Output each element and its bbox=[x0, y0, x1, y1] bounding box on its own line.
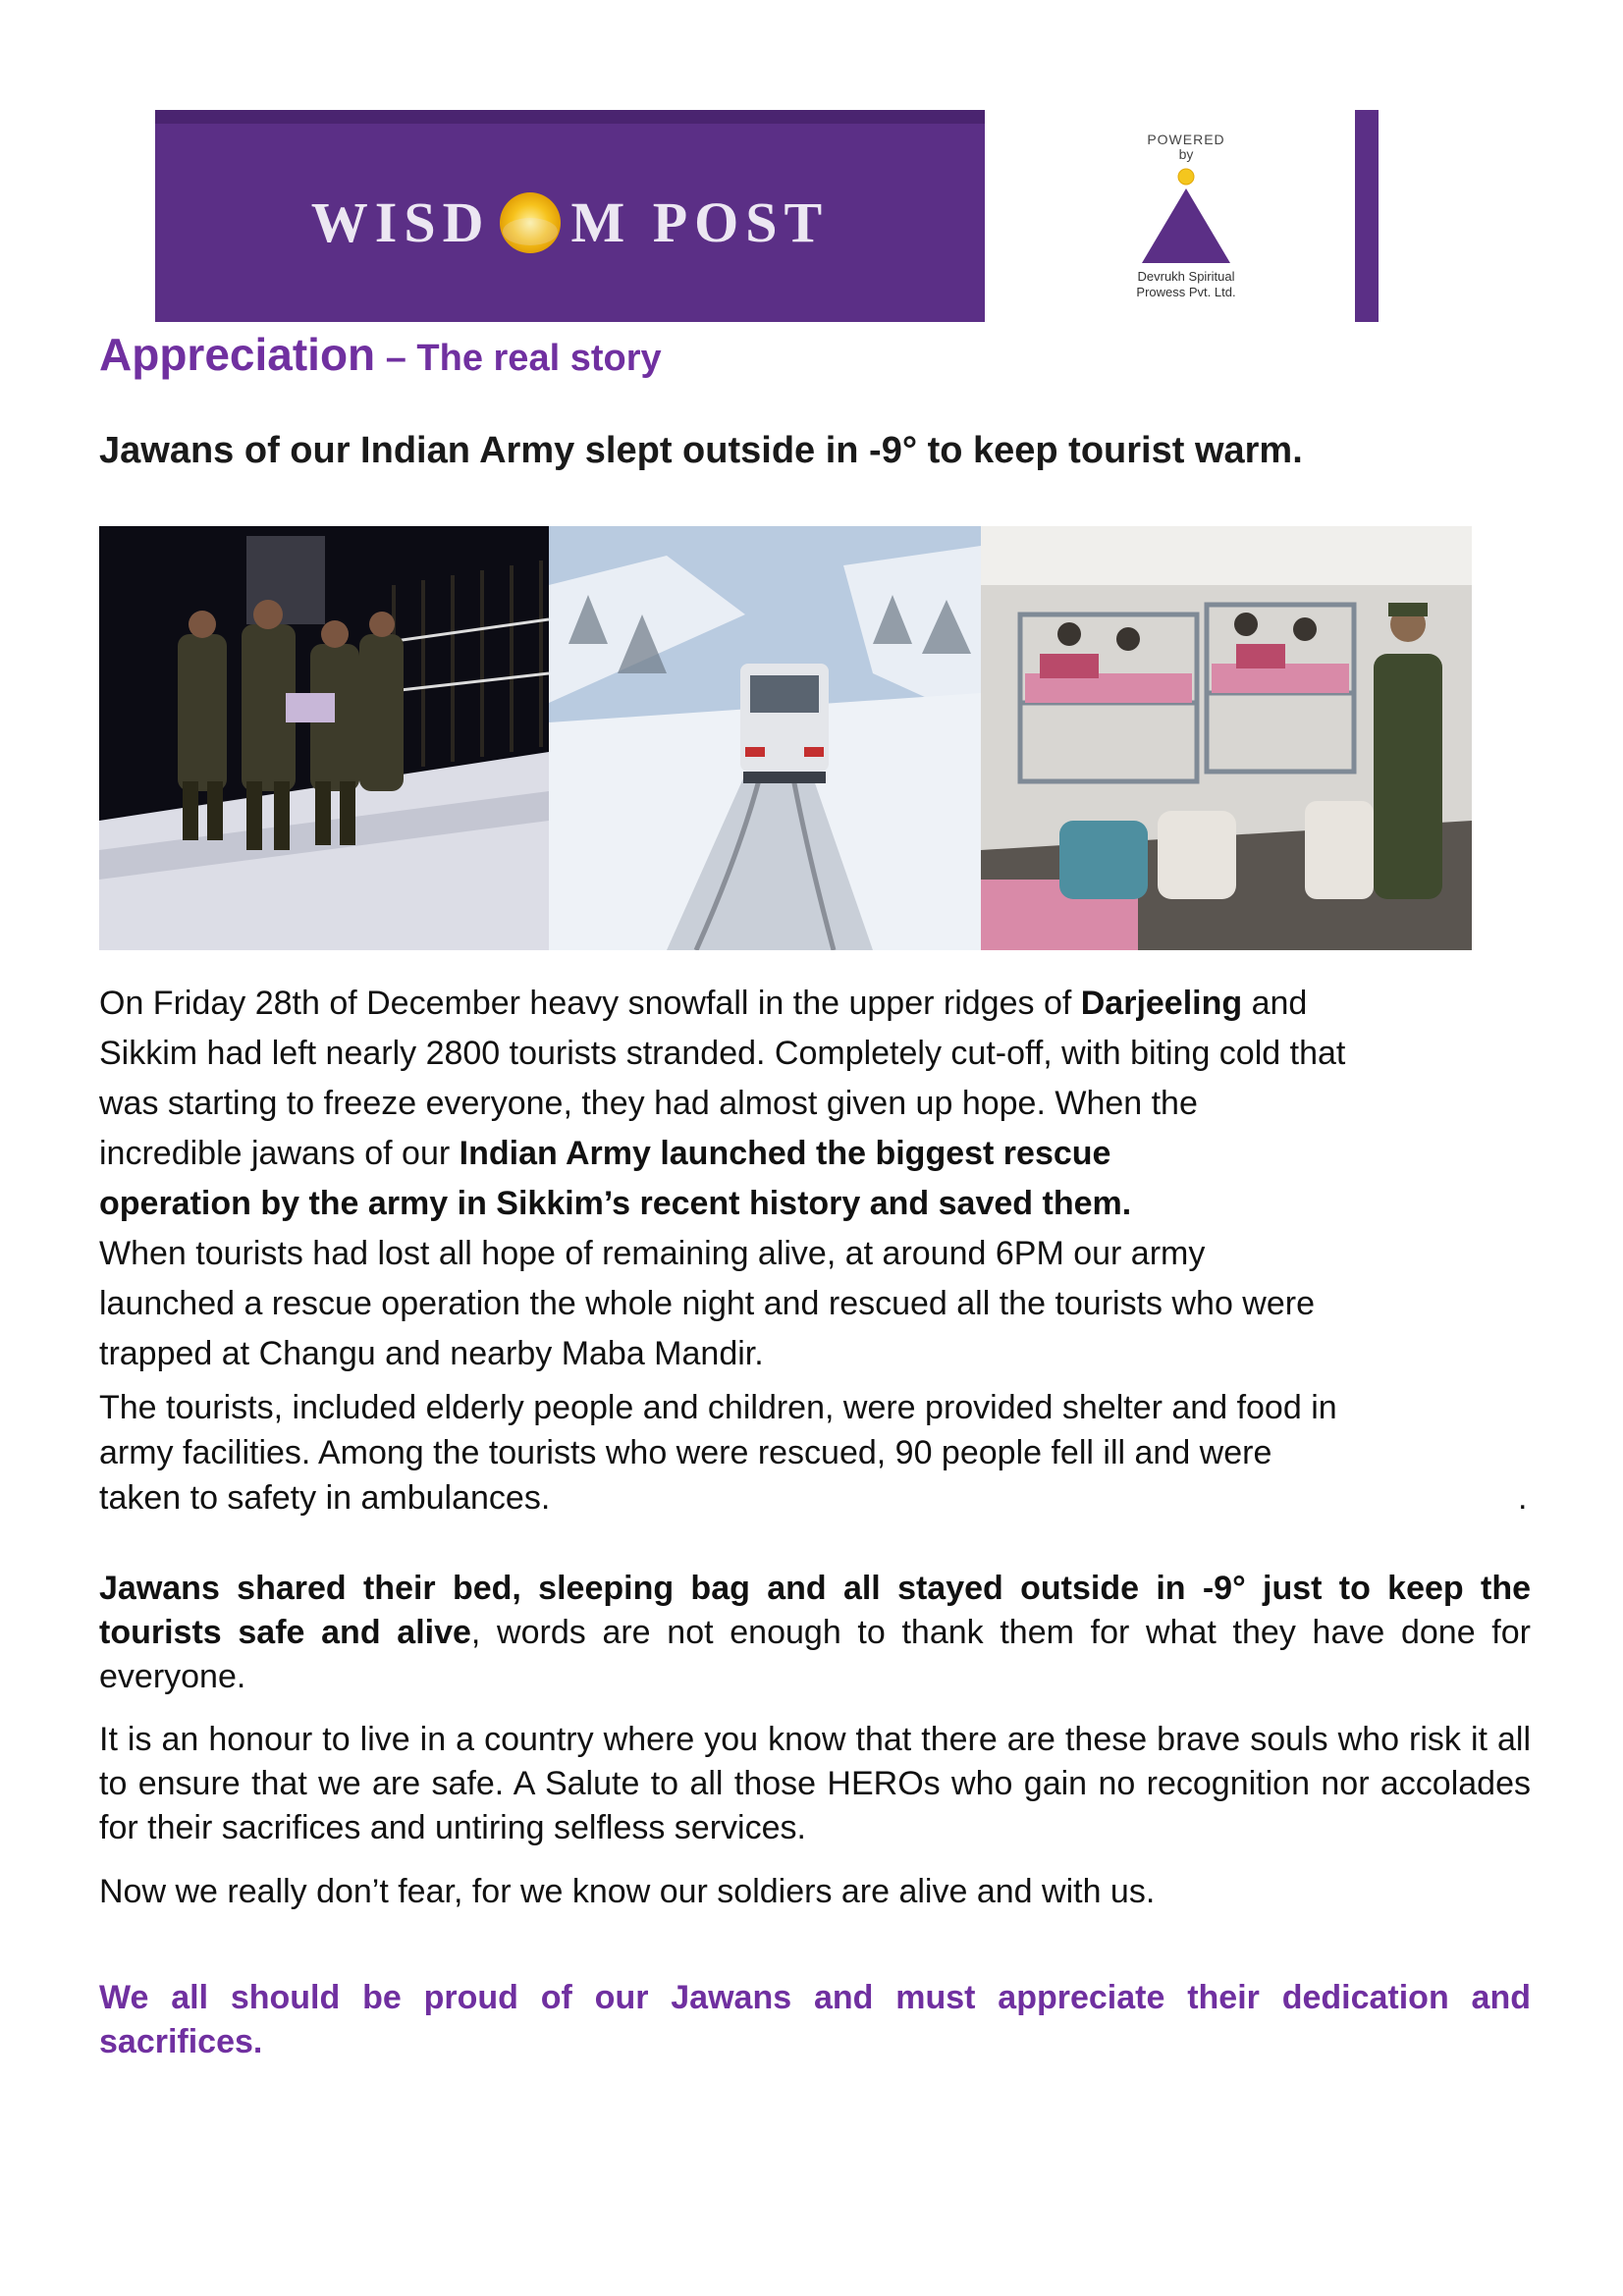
powered-by-label: by bbox=[1178, 146, 1194, 162]
body-paragraph-2-line-1: When tourists had lost all hope of remaining alive, at around 6PM our army bbox=[99, 1235, 1206, 1272]
company-name-line1: Devrukh Spiritual bbox=[1137, 269, 1235, 284]
title-main: Appreciation bbox=[99, 329, 376, 380]
body-paragraph-6: Now we really don’t fear, for we know our soldiers are alive and with us. bbox=[99, 1873, 1156, 1910]
body-paragraph-1-line-1: On Friday 28th of December heavy snowfall in the upper ridges of Darjeeling and bbox=[99, 985, 1308, 1022]
photo-collage bbox=[99, 526, 1472, 950]
body-paragraph-1-line-4: incredible jawans of our Indian Army launched the biggest rescue bbox=[99, 1135, 1111, 1172]
wisdom-post-logo-block bbox=[155, 110, 985, 322]
closing-statement: We all should be proud of our Jawans and must appreciate their dedication and sacrifices. bbox=[99, 1979, 1531, 2060]
soldiers-carrying-person-in-snow-photo bbox=[99, 526, 549, 950]
body-paragraph-2-line-2: launched a rescue operation the whole night and rescued all the tourists who were bbox=[99, 1285, 1315, 1322]
body-paragraph-2-line-3: trapped at Changu and nearby Maba Mandir. bbox=[99, 1335, 764, 1372]
body-paragraph-3-line-2: army facilities. Among the tourists who were rescued, 90 people fell ill and were bbox=[99, 1434, 1272, 1471]
headline: Jawans of our Indian Army slept outside in -9° to keep tourist warm. bbox=[99, 430, 1303, 471]
body-paragraph-5: It is an honour to live in a country where you know that there are these brave souls who risk it all to ensure that we are safe. A Salute to all those HEROs who gain no recognition nor accolades for their sacrifices and untiring selfless services. bbox=[99, 1721, 1531, 1846]
stray-period: . bbox=[1518, 1479, 1528, 1517]
body-paragraph-4: Jawans shared their bed, sleeping bag and all stayed outside in -9° just to keep the tourists safe and alive, words are not enough to thank them for what they have done for everyone. bbox=[99, 1570, 1531, 1695]
logo-text-right: M POST bbox=[570, 190, 830, 254]
powered-label: POWERED bbox=[1147, 132, 1225, 147]
tourists-sheltered-in-army-barracks-photo bbox=[981, 526, 1472, 950]
body-paragraph-3-line-1: The tourists, included elderly people and children, were provided shelter and food in bbox=[99, 1389, 1337, 1426]
logo-text-left: WISD bbox=[310, 190, 491, 254]
sun-icon bbox=[496, 188, 565, 257]
wisdom-post-logo bbox=[311, 188, 829, 257]
pyramid-logo-icon bbox=[1112, 167, 1260, 265]
body-paragraph-1-line-2: Sikkim had left nearly 2800 tourists stranded. Completely cut-off, with biting cold that bbox=[99, 1035, 1346, 1072]
company-name bbox=[1063, 269, 1309, 300]
company-name-line2: Prowess Pvt. Ltd. bbox=[1136, 285, 1236, 299]
body-paragraph-3-line-3: taken to safety in ambulances. bbox=[99, 1479, 551, 1517]
body-paragraph-1-line-5: operation by the army in Sikkim’s recent history and saved them. bbox=[99, 1185, 1132, 1222]
powered-by-block bbox=[1063, 132, 1309, 300]
banner-accent-bar bbox=[1355, 110, 1379, 322]
masthead-banner bbox=[155, 110, 1378, 322]
body-paragraph-1-line-3: was starting to freeze everyone, they had almost given up hope. When the bbox=[99, 1085, 1198, 1122]
vehicle-on-snowy-road-photo bbox=[549, 526, 981, 950]
title-sub: – The real story bbox=[375, 338, 662, 379]
page-title bbox=[99, 328, 662, 381]
